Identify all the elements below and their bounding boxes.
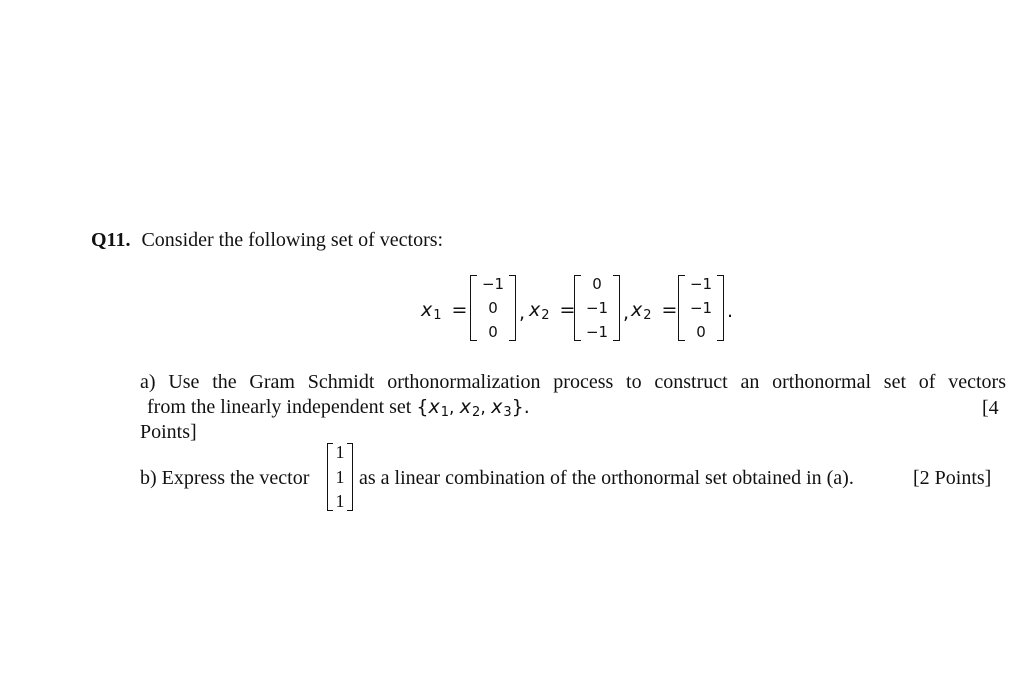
set-separator: , — [480, 398, 492, 418]
matrix-entry: 0 — [592, 275, 602, 293]
right-bracket — [613, 275, 620, 341]
part-a-line2 — [147, 396, 530, 424]
part-a-points-open: [4 — [982, 397, 999, 419]
equals-sign: = — [559, 299, 576, 321]
set-close-brace: }. — [511, 396, 530, 418]
set-open-brace: { — [416, 396, 429, 418]
vector-label-sub: 2 — [643, 308, 652, 323]
left-bracket — [327, 443, 333, 511]
left-bracket — [470, 275, 477, 341]
vector-label-x3 — [631, 299, 677, 323]
question-header — [91, 229, 443, 251]
vector-x2-matrix — [574, 275, 620, 341]
vector-x3-matrix — [678, 275, 724, 341]
matrix-entry: −1 — [481, 275, 505, 293]
vector-entry: 1 — [335, 491, 345, 511]
set-var-base: x — [459, 396, 472, 418]
vector-label-base: x — [529, 299, 541, 321]
vector-x1-matrix — [470, 275, 516, 341]
part-b-vector — [327, 443, 353, 511]
part-a-points-close: Points] — [140, 421, 197, 443]
set-var-base: x — [428, 396, 440, 418]
part-a-line1: a) Use the Gram Schmidt orthonormalization process to construct an orthonormal set of vectors — [140, 371, 1006, 393]
right-bracket — [509, 275, 516, 341]
right-bracket — [717, 275, 724, 341]
question-number: Q11. — [91, 229, 131, 251]
right-bracket — [347, 443, 353, 511]
vector-entry: 1 — [335, 466, 345, 487]
matrix-entry: 0 — [488, 299, 498, 317]
question-intro: Consider the following set of vectors: — [141, 229, 444, 251]
matrix-entry: −1 — [689, 299, 713, 317]
part-b-suffix: as a linear combination of the orthonormal set obtained in (a). — [359, 467, 854, 489]
equals-sign: = — [661, 299, 678, 321]
equals-sign: = — [451, 299, 468, 321]
set-separator: , — [448, 398, 460, 418]
part-b-points: [2 Points] — [913, 467, 992, 489]
matrix-entry: −1 — [585, 323, 609, 341]
vector-label-sub: 1 — [433, 308, 442, 323]
vector-label-base: x — [631, 299, 643, 321]
part-a-line2-prefix: from the linearly independent set — [147, 396, 417, 418]
set-var-sub: 3 — [503, 405, 512, 420]
matrix-entry: 0 — [696, 323, 706, 341]
vector-entry: 1 — [335, 442, 345, 462]
vector-label-x2 — [529, 299, 575, 323]
vector-label-sub: 2 — [541, 308, 550, 323]
separator-period: . — [727, 300, 734, 322]
left-bracket — [574, 275, 581, 341]
left-bracket — [678, 275, 685, 341]
vector-label-x1 — [421, 299, 467, 323]
set-var-sub: 2 — [472, 405, 481, 420]
set-var-sub: 1 — [440, 405, 449, 420]
separator-comma: , — [519, 302, 526, 324]
part-b-prefix: b) Express the vector — [140, 467, 310, 489]
vector-label-base: x — [421, 299, 433, 321]
matrix-entry: −1 — [585, 299, 609, 317]
separator-comma: , — [623, 302, 630, 324]
matrix-entry: −1 — [689, 275, 713, 293]
set-var-base: x — [491, 396, 503, 418]
matrix-entry: 0 — [488, 323, 498, 341]
